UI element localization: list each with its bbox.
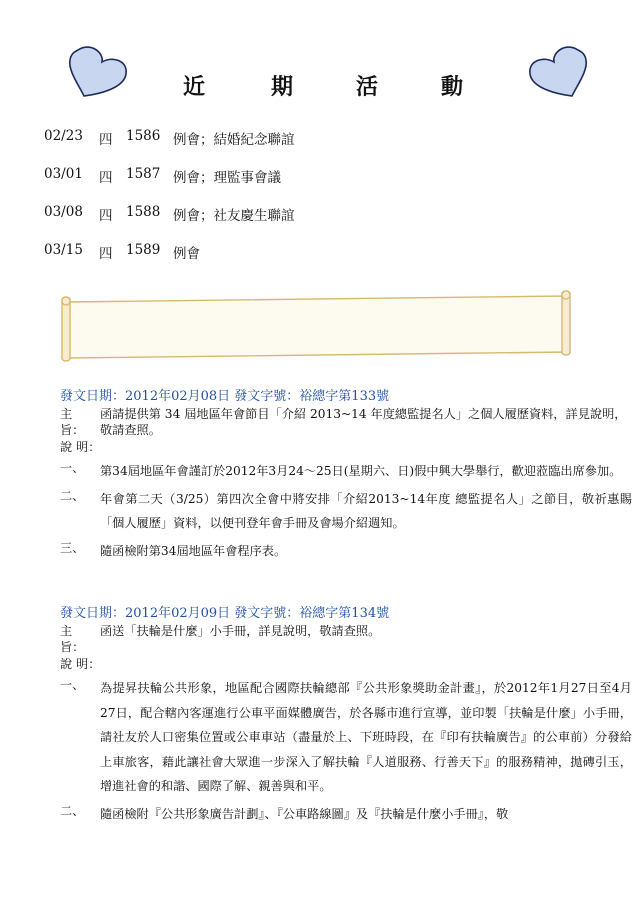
- event-date: 03/08: [44, 204, 83, 220]
- notice-subject: [60, 406, 632, 438]
- notice-block: [60, 385, 632, 563]
- item-text: 年會第二天（3/25）第四次全會中將安排「介紹2013~14年度 總監提名人」之節目，敬祈惠賜「個人履歷」資料，以便刊登年會手冊及會場介紹週知。: [100, 491, 632, 530]
- notice-item: [60, 676, 632, 799]
- notice-header: 發文日期：2012年02月09日 發文字號：裕總字第134號: [60, 606, 390, 621]
- notice-subject: [60, 623, 632, 655]
- event-row: [44, 166, 604, 204]
- item-text: 第34屆地區年會謹訂於2012年3月24～25日(星期六、日)假中興大學舉行，歡迎蒞臨出席參加。: [100, 464, 622, 478]
- title-char: 活: [356, 74, 379, 100]
- item-text: 為提昇扶輪公共形象，地區配合國際扶輪總部『公共形象獎助金計畫』，於2012年1月27日至4月27日，配合轄內客運進行公車平面媒體廣告，於各縣市進行宣導，並印製「扶輪是什麼」小手冊，請社友於人口密集位置或公車車站（盡量於上、下班時段，在『印有扶輪廣告』的公車前）分發給上車旅客，藉此讓社會大眾進一步深入了解扶輪『人道服務、行善天下』的服務精神，拋磚引玉，增進社會的和諧、國際了解、親善與和平。: [100, 681, 632, 793]
- item-number: 二、: [60, 803, 85, 818]
- title-char: 動: [441, 74, 464, 100]
- event-weekday: 四: [99, 132, 113, 148]
- title-char: 期: [271, 74, 294, 100]
- event-number: 1588: [126, 204, 161, 220]
- explain-label: 說 明：: [60, 657, 101, 671]
- explain-label: 說 明：: [60, 440, 101, 454]
- event-desc: 例會: [173, 246, 200, 262]
- event-desc: 例會；結婚紀念聯誼: [173, 132, 295, 148]
- item-number: 一、: [60, 678, 85, 692]
- notice-item: [60, 487, 632, 536]
- item-text: 隨函檢附第34屆地區年會程序表。: [100, 543, 287, 558]
- event-date: 02/23: [44, 128, 83, 144]
- item-number: 一、: [60, 461, 85, 475]
- item-text: 隨函檢附『公共形象廣告計劃』、『公車路線圖』及『扶輪是什麼小手冊』，敬: [100, 806, 509, 821]
- notice-item: [60, 802, 632, 827]
- event-number: 1589: [126, 242, 161, 258]
- event-row: [44, 204, 604, 242]
- title-char: 近: [183, 74, 206, 100]
- notice-item: [60, 539, 632, 564]
- event-date: 03/01: [44, 166, 83, 182]
- event-weekday: 四: [99, 246, 113, 262]
- subject-text: 函送「扶輪是什麼」小手冊，詳見說明，敬請查照。: [100, 624, 381, 638]
- subject-label: 主 旨：: [60, 407, 85, 437]
- event-list: [44, 128, 604, 280]
- notice-header: 發文日期：2012年02月08日 發文字號：裕總字第133號: [60, 389, 390, 404]
- event-desc: 例會；社友慶生聯誼: [173, 208, 295, 224]
- subject-text: 函請提供第 34 屆地區年會節目「介紹 2013~14 年度總監提名人」之個人履歷資料，詳見說明，敬請查照。: [100, 407, 627, 437]
- notice-item: [60, 459, 632, 484]
- scroll-banner: [56, 288, 576, 362]
- page-title: [0, 70, 644, 100]
- subject-label: 主 旨：: [60, 624, 85, 654]
- event-number: 1587: [126, 166, 161, 182]
- event-row: [44, 128, 604, 166]
- event-weekday: 四: [99, 170, 113, 186]
- item-number: 二、: [60, 488, 85, 503]
- event-date: 03/15: [44, 242, 83, 258]
- event-row: [44, 242, 604, 280]
- event-weekday: 四: [99, 208, 113, 224]
- event-number: 1586: [126, 128, 161, 144]
- item-number: 三、: [60, 540, 85, 555]
- notice-block: [60, 602, 632, 826]
- event-desc: 例會；理監事會議: [173, 170, 281, 186]
